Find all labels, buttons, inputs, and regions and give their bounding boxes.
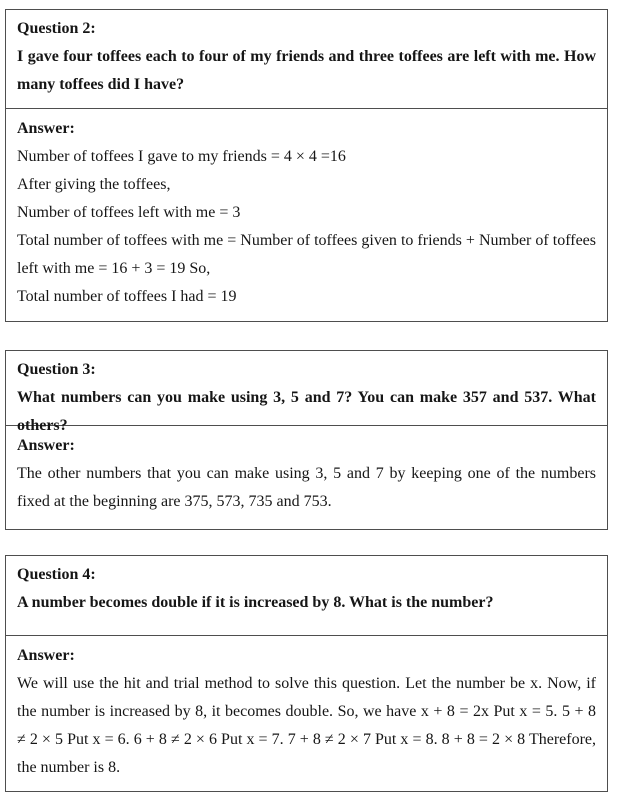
question-4-box bbox=[5, 555, 608, 792]
question-label: Question 2: bbox=[17, 20, 96, 37]
question-text: What numbers can you make using 3, 5 and 7? You can make 357 and 537. What others? bbox=[17, 389, 596, 434]
question-2-box bbox=[5, 9, 608, 322]
question-text: A number becomes double if it is increased by 8. What is the number? bbox=[17, 594, 494, 611]
answer-line: Total number of toffees with me = Number of toffees given to friends + Number of toffees left with me = 16 + 3 = 19 So, bbox=[17, 232, 596, 277]
question-2-section bbox=[6, 10, 607, 109]
answer-label: Answer: bbox=[17, 120, 75, 137]
answer-4-section bbox=[6, 636, 607, 791]
question-label: Question 3: bbox=[17, 361, 96, 378]
question-label: Question 4: bbox=[17, 566, 96, 583]
answer-3-section bbox=[6, 426, 607, 529]
question-3-section bbox=[6, 351, 607, 434]
answer-line: Total number of toffees I had = 19 bbox=[17, 288, 237, 305]
answer-label: Answer: bbox=[17, 437, 75, 454]
answer-2-section bbox=[6, 109, 607, 321]
question-4-section bbox=[6, 556, 607, 636]
answer-line: The other numbers that you can make using 3, 5 and 7 by keeping one of the numbers fixed at the beginning are 375, 573, 735 and 753. bbox=[17, 465, 596, 510]
answer-line: Number of toffees left with me = 3 bbox=[17, 204, 241, 221]
answer-label: Answer: bbox=[17, 647, 75, 664]
answer-line: Number of toffees I gave to my friends = 4 × 4 =16 bbox=[17, 148, 346, 165]
answer-line: After giving the toffees, bbox=[17, 176, 171, 193]
question-3-box bbox=[5, 350, 608, 530]
question-text: I gave four toffees each to four of my friends and three toffees are left with me. How many toffees did I have? bbox=[17, 48, 596, 93]
answer-line: We will use the hit and trial method to solve this question. Let the number be x. Now, if the number is increased by 8, it becomes double. So, we have x + 8 = 2x Put x = 5. 5 + 8 ≠ 2 × 5 Put x = 6. 6 + 8 ≠ 2 × 6 Put x = 7. 7 + 8 ≠ 2 × 7 Put x = 8. 8 + 8 = 2 × 8 Therefore, the number is 8. bbox=[17, 675, 596, 776]
